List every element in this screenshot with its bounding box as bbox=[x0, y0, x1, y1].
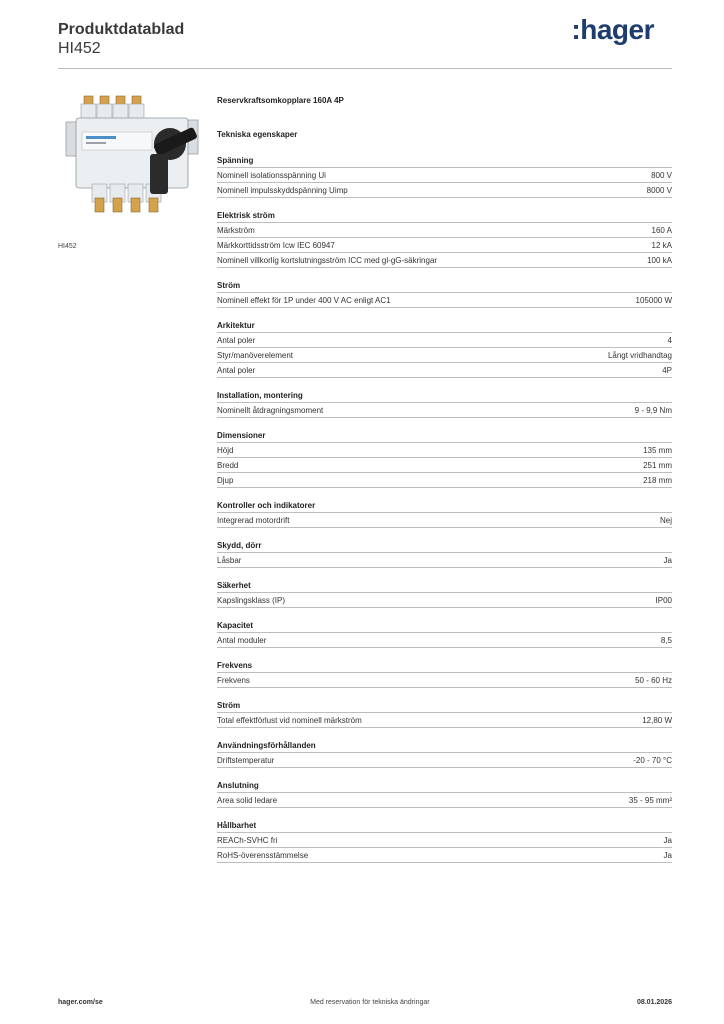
spec-row bbox=[217, 793, 672, 808]
spec-sections bbox=[217, 155, 672, 863]
switch-illustration bbox=[58, 92, 206, 232]
page-footer bbox=[58, 999, 672, 1006]
spec-value: 160 A bbox=[651, 225, 672, 235]
spec-value: Ja bbox=[663, 555, 672, 565]
section-title: Användningsförhållanden bbox=[217, 740, 672, 753]
spec-label: Nominell impulsskyddspänning Uimp bbox=[217, 185, 348, 195]
spec-value: 12,80 W bbox=[642, 715, 672, 725]
spec-row bbox=[217, 293, 672, 308]
spec-row bbox=[217, 223, 672, 238]
spec-row bbox=[217, 833, 672, 848]
spec-row bbox=[217, 753, 672, 768]
section-title: Anslutning bbox=[217, 780, 672, 793]
spec-value: 251 mm bbox=[643, 460, 672, 470]
section-title: Säkerhet bbox=[217, 580, 672, 593]
spec-section bbox=[217, 280, 672, 308]
spec-row bbox=[217, 238, 672, 253]
footer-website[interactable]: hager.com/se bbox=[58, 999, 103, 1006]
spec-label: Nominellt åtdragningsmoment bbox=[217, 405, 324, 415]
section-title: Hållbarhet bbox=[217, 820, 672, 833]
spec-row bbox=[217, 458, 672, 473]
spec-section bbox=[217, 820, 672, 863]
spec-section bbox=[217, 500, 672, 528]
spec-label: Antal poler bbox=[217, 335, 256, 345]
spec-row bbox=[217, 183, 672, 198]
spec-section bbox=[217, 780, 672, 808]
spec-value: 105000 W bbox=[635, 295, 672, 305]
spec-row bbox=[217, 553, 672, 568]
spec-value: Långt vridhandtag bbox=[607, 350, 672, 360]
spec-label: Djup bbox=[217, 475, 234, 485]
spec-label: Integrerad motordrift bbox=[217, 515, 290, 525]
footer-disclaimer: Med reservation för tekniska ändringar bbox=[310, 999, 430, 1006]
spec-label: Frekvens bbox=[217, 675, 250, 685]
spec-section bbox=[217, 620, 672, 648]
spec-label: Nominell effekt för 1P under 400 V AC enligt AC1 bbox=[217, 295, 391, 305]
spec-row bbox=[217, 253, 672, 268]
spec-row bbox=[217, 848, 672, 863]
logo-colon-icon: : bbox=[571, 14, 581, 45]
spec-section bbox=[217, 660, 672, 688]
spec-value: 135 mm bbox=[643, 445, 672, 455]
spec-value: Nej bbox=[659, 515, 672, 525]
spec-value: Ja bbox=[663, 835, 672, 845]
spec-section bbox=[217, 430, 672, 488]
section-title: Frekvens bbox=[217, 660, 672, 673]
spec-row bbox=[217, 348, 672, 363]
spec-value: 35 - 95 mm² bbox=[628, 795, 672, 805]
section-title: Kontroller och indikatorer bbox=[217, 500, 672, 513]
spec-section bbox=[217, 390, 672, 418]
spec-section bbox=[217, 320, 672, 378]
spec-label: Driftstemperatur bbox=[217, 755, 275, 765]
section-title: Elektrisk ström bbox=[217, 210, 672, 223]
spec-value: 8,5 bbox=[660, 635, 672, 645]
section-title: Dimensioner bbox=[217, 430, 672, 443]
spec-label: Nominell isolationsspänning Ui bbox=[217, 170, 326, 180]
spec-row bbox=[217, 403, 672, 418]
spec-value: 9 - 9,9 Nm bbox=[634, 405, 672, 415]
product-code: HI452 bbox=[58, 40, 101, 57]
spec-value: 800 V bbox=[651, 170, 672, 180]
logo-text: hager bbox=[580, 14, 654, 45]
spec-label: Kapslingsklass (IP) bbox=[217, 595, 286, 605]
spec-value: 4P bbox=[662, 365, 672, 375]
footer-date: 08.01.2026 bbox=[636, 999, 672, 1006]
header-divider bbox=[58, 68, 672, 69]
spec-label: Styr/manöverelement bbox=[217, 350, 294, 360]
spec-label: Märkkorttidsström Icw IEC 60947 bbox=[217, 240, 335, 250]
spec-row bbox=[217, 633, 672, 648]
product-name: Reservkraftsomkopplare 160A 4P bbox=[217, 96, 344, 105]
spec-value: 12 kA bbox=[651, 240, 672, 250]
spec-value: 8000 V bbox=[646, 185, 672, 195]
spec-label: Antal poler bbox=[217, 365, 256, 375]
spec-row bbox=[217, 473, 672, 488]
page-header bbox=[58, 20, 184, 58]
spec-value: 4 bbox=[667, 335, 672, 345]
spec-section bbox=[217, 580, 672, 608]
hager-logo bbox=[571, 14, 654, 46]
spec-section bbox=[217, 740, 672, 768]
spec-label: REACh-SVHC fri bbox=[217, 835, 278, 845]
spec-row bbox=[217, 168, 672, 183]
specs-heading: Tekniska egenskaper bbox=[217, 130, 298, 139]
section-title: Kapacitet bbox=[217, 620, 672, 633]
spec-label: Bredd bbox=[217, 460, 239, 470]
spec-row bbox=[217, 713, 672, 728]
spec-section bbox=[217, 540, 672, 568]
section-title: Arkitektur bbox=[217, 320, 672, 333]
image-caption: HI452 bbox=[58, 243, 77, 250]
section-title: Skydd, dörr bbox=[217, 540, 672, 553]
spec-value: 218 mm bbox=[643, 475, 672, 485]
spec-row bbox=[217, 593, 672, 608]
spec-label: Nominell villkorlig kortslutningsström ICC med gl-gG-säkringar bbox=[217, 255, 438, 265]
spec-label: Area solid ledare bbox=[217, 795, 278, 805]
spec-value: 100 kA bbox=[647, 255, 672, 265]
spec-row bbox=[217, 333, 672, 348]
spec-row bbox=[217, 443, 672, 458]
section-title: Spänning bbox=[217, 155, 672, 168]
section-title: Ström bbox=[217, 700, 672, 713]
section-title: Ström bbox=[217, 280, 672, 293]
spec-value: Ja bbox=[663, 850, 672, 860]
specification-content bbox=[217, 95, 672, 863]
product-image bbox=[58, 92, 206, 232]
spec-value: IP00 bbox=[655, 595, 672, 605]
spec-label: Märkström bbox=[217, 225, 255, 235]
spec-label: RoHS-överensstämmelse bbox=[217, 850, 309, 860]
document-title: Produktdatablad bbox=[58, 21, 185, 38]
spec-label: Höjd bbox=[217, 445, 234, 455]
spec-section bbox=[217, 210, 672, 268]
section-title: Installation, montering bbox=[217, 390, 672, 403]
spec-section bbox=[217, 700, 672, 728]
spec-section bbox=[217, 155, 672, 198]
spec-label: Låsbar bbox=[217, 555, 242, 565]
spec-label: Total effektförlust vid nominell märkström bbox=[217, 715, 362, 725]
spec-value: 50 - 60 Hz bbox=[635, 675, 672, 685]
spec-row bbox=[217, 513, 672, 528]
spec-row bbox=[217, 363, 672, 378]
spec-value: -20 - 70 °C bbox=[633, 755, 672, 765]
spec-label: Antal moduler bbox=[217, 635, 267, 645]
spec-row bbox=[217, 673, 672, 688]
